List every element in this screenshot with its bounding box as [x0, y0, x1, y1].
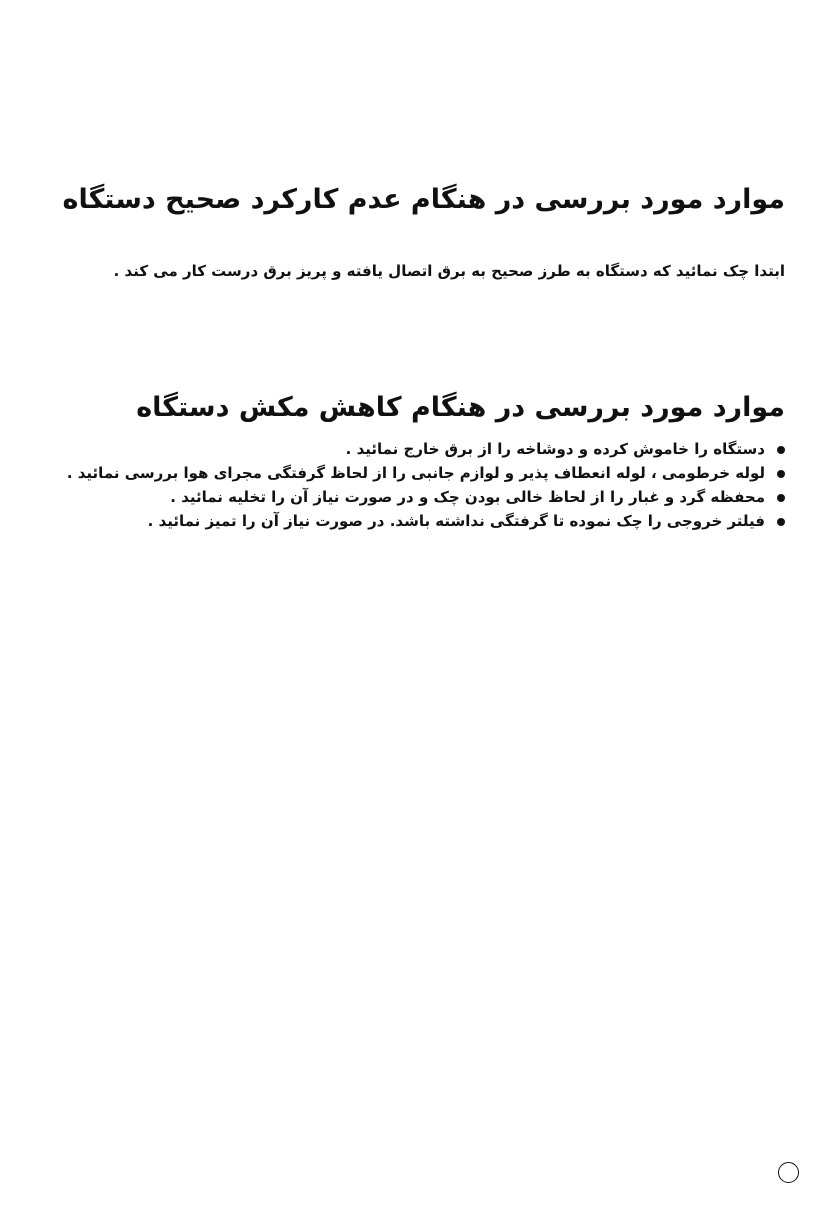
list-item-text: محفظه گرد و غبار را از لحاظ خالی بودن چک و در صورت نیاز آن را تخلیه نمائید . [170, 488, 765, 506]
list-item [20, 509, 785, 533]
bullet-icon [777, 494, 785, 502]
bullet-icon [777, 518, 785, 526]
list-item [20, 437, 785, 461]
page-marker-circle-icon [778, 1162, 799, 1183]
list-item-text: فیلتر خروجی را چک نموده تا گرفتگی نداشته باشد. در صورت نیاز آن را تمیز نمائید . [147, 512, 765, 530]
list-item-text: دستگاه را خاموش کرده و دوشاخه را از برق خارج نمائید . [345, 440, 765, 458]
section-title-malfunction: موارد مورد بررسی در هنگام عدم کارکرد صحیح دستگاه [62, 184, 785, 215]
bullet-icon [777, 470, 785, 478]
suction-checklist [20, 437, 785, 533]
list-item [20, 461, 785, 485]
list-item [20, 485, 785, 509]
bullet-icon [777, 446, 785, 454]
section-title-reduced-suction: موارد مورد بررسی در هنگام کاهش مکش دستگاه [136, 392, 785, 423]
section-body-malfunction: ابتدا چک نمائید که دستگاه به طرز صحیح به برق اتصال یافته و پریز برق درست کار می کند . [113, 262, 785, 280]
list-item-text: لوله خرطومی ، لوله انعطاف پذیر و لوازم جانبی را از لحاظ گرفتگی مجرای هوا بررسی نمائید . [66, 464, 765, 482]
